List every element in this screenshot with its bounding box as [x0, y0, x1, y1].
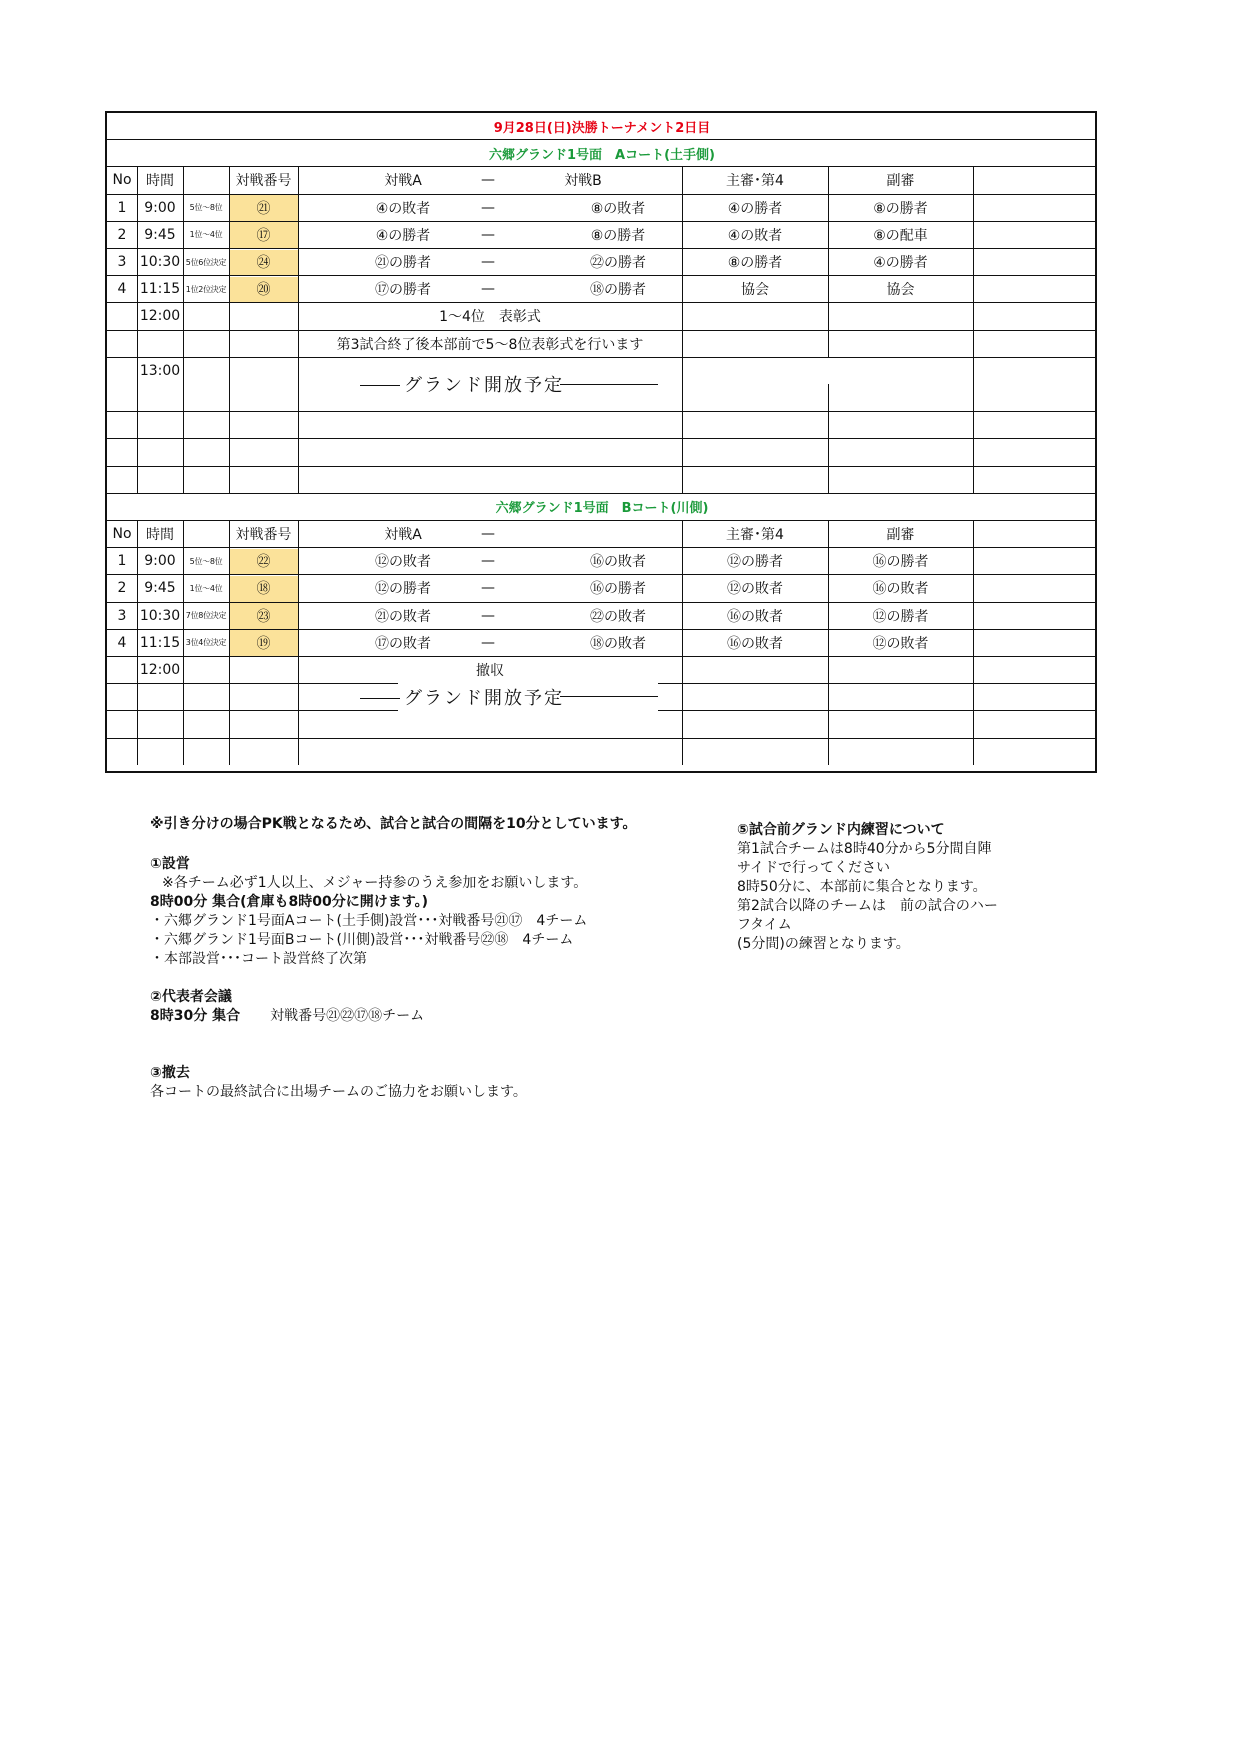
column-divider	[229, 166, 230, 193]
match-time: 9:45	[144, 226, 176, 243]
column-divider	[229, 275, 230, 302]
column-divider	[973, 466, 974, 493]
column-divider	[973, 357, 974, 384]
team-dash: —	[481, 634, 495, 651]
column-divider	[828, 384, 829, 411]
column-divider	[137, 194, 138, 221]
open-time: 13:00	[139, 362, 181, 379]
setup-heading: ①設営	[150, 856, 190, 872]
match-rank: 1位2位決定	[185, 284, 227, 294]
column-divider	[229, 330, 230, 357]
match-no: 3	[117, 607, 127, 624]
column-divider	[682, 275, 683, 302]
team-dash: —	[481, 281, 495, 298]
empty-row	[107, 738, 1095, 765]
match-no: 4	[117, 281, 127, 298]
meeting-time: 8時30分 集合	[150, 1008, 241, 1024]
column-divider	[183, 166, 184, 193]
referee: ④の勝者	[727, 200, 783, 217]
header-dash: —	[481, 526, 495, 543]
header-referee: 主審･第4	[726, 527, 784, 544]
column-divider	[137, 384, 138, 411]
assistant-referee: 協会	[886, 282, 915, 299]
column-divider	[137, 275, 138, 302]
column-divider	[229, 438, 230, 465]
column-divider	[298, 411, 299, 438]
column-divider	[229, 738, 230, 765]
team-dash: —	[481, 199, 495, 216]
setup-court-a: ・六郷グランド1号面Aコート(土手側)設営･･･対戦番号㉑⑰ 4チーム	[150, 913, 588, 929]
ceremony-time: 12:00	[139, 308, 181, 325]
match-time: 11:15	[139, 281, 181, 298]
column-divider	[973, 166, 974, 193]
main-title-row	[107, 113, 1095, 139]
match-number: ㉓	[256, 608, 271, 625]
column-divider	[229, 248, 230, 275]
header-no: No	[112, 172, 132, 189]
match-number: ㉒	[256, 554, 271, 571]
referee: ⑫の敗者	[727, 581, 783, 598]
column-divider	[973, 384, 974, 411]
column-divider	[973, 438, 974, 465]
column-divider	[828, 411, 829, 438]
referee: ⑧の勝者	[727, 255, 783, 272]
match-row	[107, 574, 1095, 601]
court-a-header-row	[107, 166, 1095, 193]
column-divider	[298, 520, 299, 547]
column-divider	[973, 411, 974, 438]
referee: ⑯の敗者	[727, 608, 783, 625]
column-divider	[973, 602, 974, 629]
column-divider	[229, 710, 230, 737]
court-b-title-row	[107, 493, 1095, 520]
column-divider	[973, 248, 974, 275]
team-b: ㉒の勝者	[590, 255, 646, 272]
column-divider	[137, 683, 138, 710]
practice-line-3: 8時50分に、本部前に集合となります。	[737, 879, 987, 895]
column-divider	[137, 357, 138, 384]
header-dash: —	[481, 172, 495, 189]
match-time: 9:00	[144, 199, 176, 216]
header-referee: 主審･第4	[726, 173, 784, 190]
column-divider	[298, 384, 299, 411]
column-divider	[682, 547, 683, 574]
match-no: 1	[117, 199, 127, 216]
column-divider	[183, 466, 184, 493]
column-divider	[828, 194, 829, 221]
column-divider	[137, 411, 138, 438]
column-divider	[183, 194, 184, 221]
column-divider	[298, 738, 299, 765]
column-divider	[828, 574, 829, 601]
column-divider	[298, 683, 299, 710]
column-divider	[137, 330, 138, 357]
column-divider	[973, 221, 974, 248]
column-divider	[229, 221, 230, 248]
column-divider	[973, 302, 974, 329]
match-row	[107, 547, 1095, 574]
column-divider	[137, 466, 138, 493]
assistant-referee: ⑯の敗者	[872, 581, 929, 598]
practice-line-4: 第2試合以降のチームは 前の試合のハー	[737, 898, 998, 914]
column-divider	[137, 574, 138, 601]
team-a: ㉑の勝者	[375, 255, 431, 272]
column-divider	[229, 302, 230, 329]
team-dash: —	[481, 553, 495, 570]
column-divider	[229, 602, 230, 629]
column-divider	[973, 738, 974, 765]
column-divider	[828, 656, 829, 683]
referee: ⑯の敗者	[727, 635, 783, 652]
column-divider	[183, 357, 184, 384]
team-a: ⑫の敗者	[375, 554, 431, 571]
court-a-title-row	[107, 139, 1095, 166]
practice-line-1: 第1試合チームは8時40分から5分間自陣	[737, 841, 992, 857]
match-no: 3	[117, 254, 127, 271]
empty-row	[107, 710, 1095, 737]
assistant-referee: ④の勝者	[873, 255, 928, 272]
match-no: 4	[117, 634, 127, 651]
assistant-referee: ⑫の敗者	[872, 635, 929, 652]
header-no: No	[112, 526, 132, 543]
match-row	[107, 275, 1095, 302]
column-divider	[682, 384, 683, 411]
column-divider	[183, 520, 184, 547]
column-divider	[137, 302, 138, 329]
column-divider	[183, 656, 184, 683]
column-divider	[973, 330, 974, 357]
team-a: ⑫の勝者	[375, 581, 431, 598]
column-divider	[183, 384, 184, 411]
column-divider	[183, 738, 184, 765]
court-b-open-label	[398, 683, 658, 711]
setup-court-b: ・六郷グランド1号面Bコート(川側)設営･･･対戦番号㉒⑱ 4チーム	[150, 932, 574, 948]
assistant-referee: ⑧の配車	[873, 227, 928, 244]
header-match-no: 対戦番号	[235, 173, 292, 190]
column-divider	[682, 683, 683, 710]
column-divider	[682, 629, 683, 656]
column-divider	[298, 248, 299, 275]
column-divider	[229, 384, 230, 411]
column-divider	[137, 710, 138, 737]
team-dash: —	[481, 226, 495, 243]
match-row	[107, 602, 1095, 629]
column-divider	[137, 520, 138, 547]
column-divider	[229, 194, 230, 221]
match-rank: 5位～8位	[189, 556, 223, 566]
court-b-header-row	[107, 520, 1095, 547]
column-divider	[183, 411, 184, 438]
team-a: ④の敗者	[375, 200, 431, 217]
column-divider	[682, 357, 683, 384]
column-divider	[137, 656, 138, 683]
column-divider	[828, 738, 829, 765]
match-no: 2	[117, 580, 127, 597]
column-divider	[682, 302, 683, 329]
column-divider	[828, 629, 829, 656]
column-divider	[973, 520, 974, 547]
column-divider	[682, 330, 683, 357]
assistant-referee: ⑯の勝者	[872, 554, 929, 571]
match-rank: 1位～4位	[189, 583, 223, 593]
column-divider	[137, 248, 138, 275]
referee: 協会	[741, 282, 769, 299]
empty-row	[107, 466, 1095, 493]
column-divider	[828, 302, 829, 329]
court-b-title: 六郷グランド1号面 Bコート(川側)	[495, 501, 709, 517]
team-b: ⑧の敗者	[590, 200, 646, 217]
cleanup-note: 各コートの最終試合に出場チームのご協力をお願いします。	[150, 1084, 527, 1100]
column-divider	[682, 520, 683, 547]
notes-left	[150, 815, 637, 1102]
match-time: 11:15	[139, 634, 181, 651]
column-divider	[682, 738, 683, 765]
column-divider	[973, 683, 974, 710]
column-divider	[298, 194, 299, 221]
header-assistant: 副審	[886, 527, 915, 544]
column-divider	[137, 629, 138, 656]
referee: ④の敗者	[727, 227, 783, 244]
match-rank: 3位4位決定	[185, 638, 227, 648]
match-row	[107, 629, 1095, 656]
match-rank: 7位8位決定	[185, 611, 227, 621]
header-team-b: 対戦B	[564, 173, 602, 190]
match-number: ㉔	[256, 255, 271, 272]
match-rank: 1位～4位	[189, 230, 223, 240]
column-divider	[682, 602, 683, 629]
match-number: ⑲	[256, 635, 271, 652]
team-a: ⑰の勝者	[375, 282, 431, 299]
column-divider	[682, 466, 683, 493]
match-rank: 5位6位決定	[185, 257, 227, 267]
column-divider	[229, 656, 230, 683]
team-b: ⑱の勝者	[590, 282, 646, 299]
ceremony-note: 第3試合終了後本部前で5～8位表彰式を行います	[336, 336, 644, 353]
column-divider	[183, 683, 184, 710]
column-divider	[229, 357, 230, 384]
column-divider	[298, 330, 299, 357]
column-divider	[298, 357, 299, 384]
column-divider	[137, 602, 138, 629]
main-title: 9月28日(日)決勝トーナメント2日目	[493, 120, 711, 136]
practice-line-6: (5分間)の練習となります。	[737, 936, 910, 952]
practice-line-5: フタイム	[737, 917, 792, 933]
match-time: 9:00	[144, 553, 176, 570]
ceremony-row	[107, 302, 1095, 329]
match-number: ⑱	[256, 581, 271, 598]
header-assistant: 副審	[886, 173, 915, 190]
column-divider	[682, 166, 683, 193]
column-divider	[682, 574, 683, 601]
column-divider	[973, 656, 974, 683]
column-divider	[298, 221, 299, 248]
column-divider	[828, 602, 829, 629]
column-divider	[137, 221, 138, 248]
cleanup-heading: ③撤去	[150, 1065, 190, 1081]
practice-line-2: サイドで行ってください	[737, 860, 891, 876]
schedule-table	[105, 111, 1097, 773]
column-divider	[229, 683, 230, 710]
column-divider	[828, 683, 829, 710]
column-divider	[183, 302, 184, 329]
assistant-referee: ⑧の勝者	[873, 200, 928, 217]
team-dash: —	[481, 580, 495, 597]
column-divider	[828, 438, 829, 465]
team-a: ④の勝者	[375, 227, 431, 244]
court-b-open-text: グランド開放予定	[404, 687, 564, 709]
column-divider	[973, 574, 974, 601]
match-number: ⑰	[256, 227, 271, 244]
court-a-open-label	[398, 370, 658, 398]
column-divider	[183, 248, 184, 275]
empty-row	[107, 438, 1095, 465]
assistant-referee: ⑫の勝者	[872, 608, 929, 625]
column-divider	[682, 710, 683, 737]
column-divider	[229, 547, 230, 574]
column-divider	[183, 330, 184, 357]
column-divider	[828, 710, 829, 737]
column-divider	[298, 275, 299, 302]
column-divider	[137, 438, 138, 465]
column-divider	[973, 629, 974, 656]
team-b: ⑧の勝者	[590, 227, 646, 244]
ceremony-label: 1～4位 表彰式	[439, 309, 541, 326]
court-a-title: 六郷グランド1号面 Aコート(土手側)	[489, 147, 715, 163]
column-divider	[828, 547, 829, 574]
column-divider	[183, 710, 184, 737]
column-divider	[828, 166, 829, 193]
column-divider	[229, 629, 230, 656]
column-divider	[183, 275, 184, 302]
column-divider	[298, 302, 299, 329]
team-b: ㉒の敗者	[590, 608, 646, 625]
open-label-leading-line	[360, 698, 400, 699]
match-row	[107, 194, 1095, 221]
column-divider	[298, 629, 299, 656]
team-dash: —	[481, 254, 495, 271]
match-row	[107, 248, 1095, 275]
column-divider	[298, 547, 299, 574]
meeting-heading: ②代表者会議	[150, 989, 232, 1005]
column-divider	[682, 411, 683, 438]
court-a-open-text: グランド開放予定	[404, 375, 564, 396]
match-number: ⑳	[256, 282, 271, 299]
column-divider	[828, 248, 829, 275]
open-label-leading-line	[360, 385, 400, 386]
column-divider	[828, 466, 829, 493]
column-divider	[682, 248, 683, 275]
column-divider	[973, 194, 974, 221]
column-divider	[298, 710, 299, 737]
column-divider	[229, 466, 230, 493]
column-divider	[828, 275, 829, 302]
column-divider	[183, 438, 184, 465]
header-team-a: 対戦A	[384, 173, 422, 190]
setup-note: ※各チーム必ず1人以上、メジャー持参のうえ参加をお願いします。	[162, 875, 588, 891]
team-a: ㉑の敗者	[375, 608, 431, 625]
practice-heading: ⑤試合前グランド内練習について	[737, 822, 945, 838]
column-divider	[828, 520, 829, 547]
header-time: 時間	[146, 527, 174, 544]
cleanup-time: 12:00	[139, 662, 181, 679]
team-a: ⑰の敗者	[375, 635, 431, 652]
team-b: ⑯の勝者	[590, 581, 646, 598]
match-time: 10:30	[139, 607, 181, 624]
referee: ⑫の勝者	[727, 554, 783, 571]
column-divider	[682, 221, 683, 248]
column-divider	[828, 330, 829, 357]
match-row	[107, 221, 1095, 248]
empty-row	[107, 411, 1095, 438]
column-divider	[183, 221, 184, 248]
column-divider	[682, 194, 683, 221]
column-divider	[298, 166, 299, 193]
header-team-a: 対戦A	[384, 527, 422, 544]
column-divider	[298, 602, 299, 629]
match-number: ㉑	[256, 200, 271, 217]
cleanup-label: 撤収	[476, 663, 504, 680]
column-divider	[229, 520, 230, 547]
match-time: 9:45	[144, 580, 176, 597]
match-no: 2	[117, 226, 127, 243]
column-divider	[137, 547, 138, 574]
notes-right	[737, 821, 998, 954]
column-divider	[183, 602, 184, 629]
column-divider	[828, 221, 829, 248]
column-divider	[229, 411, 230, 438]
cleanup-row	[107, 656, 1095, 683]
column-divider	[682, 656, 683, 683]
column-divider	[137, 738, 138, 765]
match-rank: 5位～8位	[189, 203, 223, 213]
column-divider	[298, 466, 299, 493]
column-divider	[973, 710, 974, 737]
column-divider	[298, 656, 299, 683]
column-divider	[973, 547, 974, 574]
setup-time: 8時00分 集合(倉庫も8時00分に開けます。)	[150, 894, 428, 910]
setup-hq: ・本部設営･･･コート設営終了次第	[150, 951, 367, 967]
column-divider	[298, 574, 299, 601]
ceremony-note-row	[107, 330, 1095, 357]
column-divider	[183, 574, 184, 601]
meeting-teams: 対戦番号㉑㉒⑰⑱チーム	[270, 1008, 425, 1024]
column-divider	[682, 438, 683, 465]
header-time: 時間	[146, 173, 174, 190]
team-b: ⑯の敗者	[590, 554, 646, 571]
pk-note: ※引き分けの場合PK戦となるため、試合と試合の間隔を10分としています。	[150, 816, 637, 832]
column-divider	[183, 629, 184, 656]
match-no: 1	[117, 553, 127, 570]
column-divider	[183, 547, 184, 574]
column-divider	[137, 166, 138, 193]
team-dash: —	[481, 607, 495, 624]
team-b: ⑱の敗者	[590, 635, 646, 652]
column-divider	[229, 574, 230, 601]
header-match-no: 対戦番号	[235, 527, 292, 544]
column-divider	[298, 438, 299, 465]
match-time: 10:30	[139, 254, 181, 271]
column-divider	[973, 275, 974, 302]
